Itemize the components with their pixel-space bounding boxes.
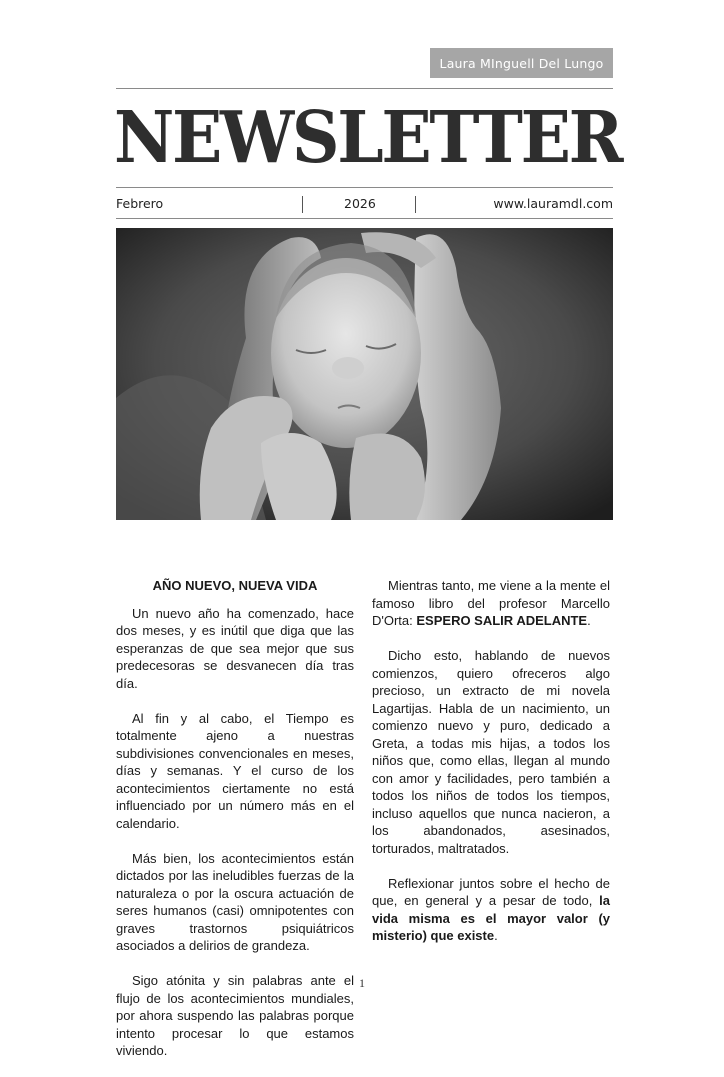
paragraph-text: Mientras tanto, me viene a la mente el famoso libro del profesor Marcello D'Orta: <box>372 578 610 628</box>
paragraph <box>372 875 610 945</box>
page-number: 1 <box>359 976 365 990</box>
paragraph-end: . <box>494 928 498 943</box>
paragraph: Al fin y al cabo, el Tiempo es totalmente ajeno a nuestras subdivisiones convencionales en meses, días y semanas. Y el curso de los acontecimientos ciertamente no está influenciado por un número más en el calendario. <box>116 710 354 831</box>
author-badge: Laura MInguell Del Lungo <box>430 48 613 78</box>
website-link[interactable]: www.lauramdl.com <box>493 196 613 211</box>
separator <box>415 196 416 213</box>
paragraph-text: Reflexionar juntos sobre el hecho de que, en general y a pesar de todo, <box>372 875 610 908</box>
newborn-baby-image <box>116 228 613 520</box>
issue-month: Febrero <box>116 196 164 211</box>
paragraph: Un nuevo año ha comenzado, hace dos meses, y es inútil que diga que las esperanzas de que sea mejor que sus predecesoras se desvanecen día tras día. <box>116 605 354 691</box>
newsletter-title: NEWSLETTER <box>114 95 622 179</box>
newborn-photo <box>116 228 613 520</box>
top-rule <box>116 88 613 89</box>
article-heading: AÑO NUEVO, NUEVA VIDA <box>152 578 318 593</box>
paragraph <box>372 577 610 630</box>
emphasis: la vida misma es el mayor valor (y misterio) que existe <box>372 893 610 943</box>
book-title: ESPERO SALIR ADELANTE <box>416 613 588 628</box>
separator <box>302 196 303 213</box>
article-left-column <box>116 577 354 1077</box>
issue-year: 2026 <box>344 196 376 211</box>
paragraph: Sigo atónita y sin palabras ante el flujo de los acontecimientos mundiales, por ahora suspendo las palabras porque intento procesar lo que estamos viviendo. <box>116 973 354 1058</box>
meta-bottom-rule <box>116 218 613 219</box>
issue-info-row <box>116 188 613 218</box>
paragraph-end: . <box>587 613 591 628</box>
article-right-column <box>372 577 610 962</box>
paragraph: Más bien, los acontecimientos están dictados por las ineludibles fuerzas de la naturaleza o por la oscura actuación de seres humanos (casi) omnipotentes con graves trastornos psiquiátricos asociados a delirios de grandeza. <box>116 850 354 953</box>
paragraph: Dicho esto, hablando de nuevos comienzos, quiero ofreceros algo precioso, un extracto de mi novela Lagartijas. Habla de un nacimiento, un comienzo nuevo y puro, dedicado a Greta, a todas mis hijas, a todos los niños que, como ellas, llegan al mundo con amor y facilidades, pero también a todos los niños de todos los tiempos, incluso aquellos que nunca nacieron, a los abandonados, asesinados, torturados, maltratados. <box>372 648 610 856</box>
